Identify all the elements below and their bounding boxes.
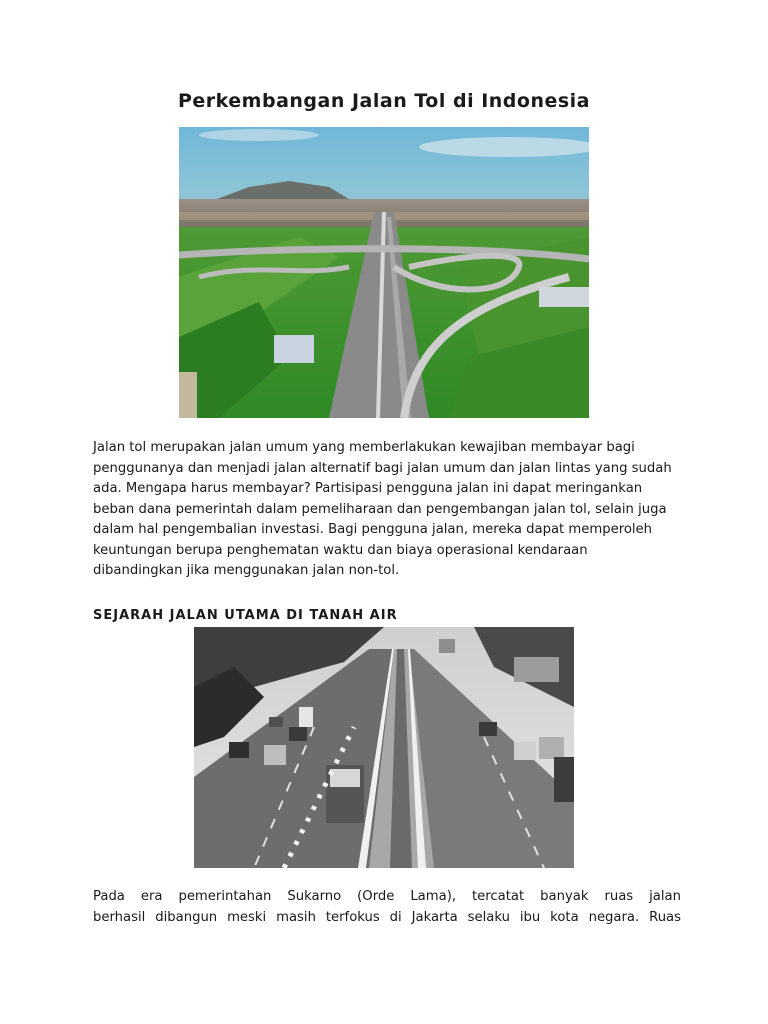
aerial-toll-interchange-photo <box>179 127 589 418</box>
section-heading: SEJARAH JALAN UTAMA DI TANAH AIR <box>93 608 398 623</box>
toll-road-construction-photo <box>194 627 574 868</box>
history-paragraph-line-1: Pada era pemerintahan Sukarno (Orde Lama), tercatat banyak ruas jalan <box>93 889 681 904</box>
history-paragraph <box>93 887 681 928</box>
history-paragraph-line-2: berhasil dibangun meski masih terfokus di Jakarta selaku ibu kota negara. Ruas <box>93 909 681 925</box>
document-title: Perkembangan Jalan Tol di Indonesia <box>177 90 591 112</box>
intro-paragraph: Jalan tol merupakan jalan umum yang memberlakukan kewajiban membayar bagi penggunanya dan menjadi jalan alternatif bagi jalan umum dan jalan lintas yang sudah ada. Mengapa harus membayar? Partisipasi pengguna jalan ini dapat meringankan beban dana pemerintah dalam pemeliharaan dan pengembangan jalan tol, selain juga dalam hal pengembalian investasi. Bagi pengguna jalan, mereka dapat memperoleh keuntungan berupa penghematan waktu dan biaya operasional kendaraan dibandingkan jika menggunakan jalan non-tol. <box>93 440 672 578</box>
